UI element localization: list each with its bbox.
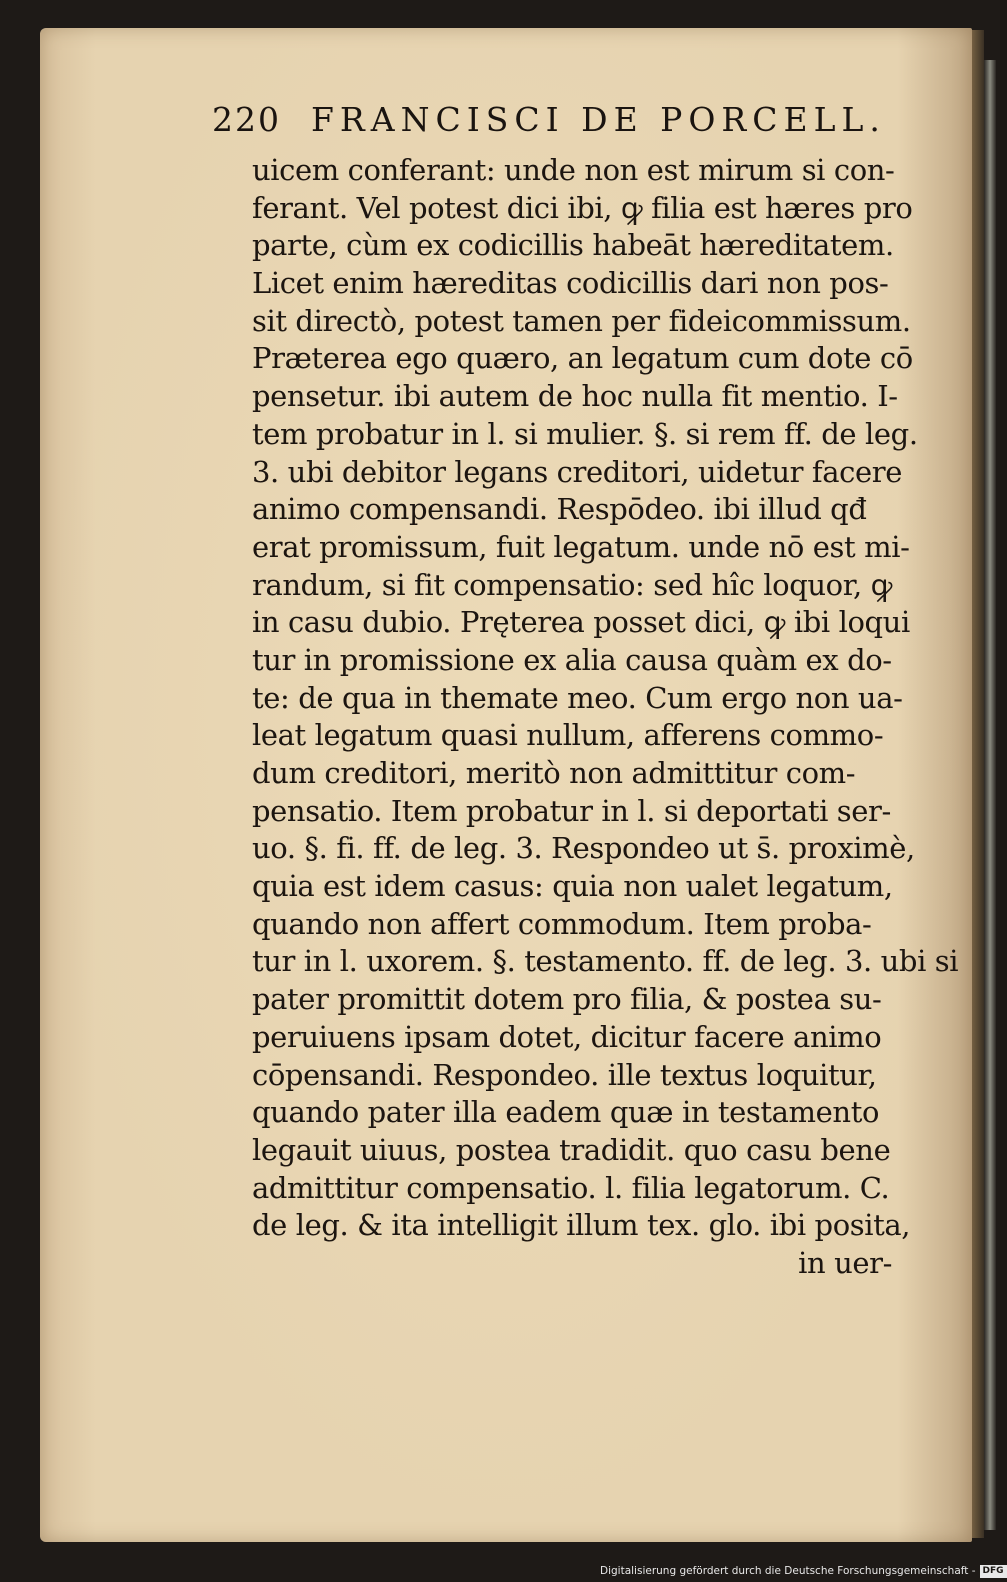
text-line: ferant. Vel potest dici ibi, ꝙ filia est hæres pro xyxy=(252,190,913,225)
text-line: admittitur compensatio. l. filia legatorum. C. xyxy=(252,1170,890,1205)
credit-text: Digitalisierung gefördert durch die Deutsche Forschungsgemeinschaft - xyxy=(600,1565,976,1577)
text-line: tem probatur in l. si mulier. §. si rem ff. de leg. xyxy=(252,416,918,451)
text-line: animo compensandi. Respōdeo. ibi illud qđ xyxy=(252,492,867,527)
text-line: erat promissum, fuit legatum. unde nō est mi- xyxy=(252,529,910,564)
text-line: peruiuens ipsam dotet, dicitur facere animo xyxy=(252,1019,882,1054)
text-line: dum creditori, meritò non admittitur com- xyxy=(252,756,856,790)
digitization-credit xyxy=(600,1562,1004,1580)
text-line: tur in promissione ex alia causa quàm ex do- xyxy=(252,642,892,677)
running-title: FRANCISCI DE PORCELL. xyxy=(311,100,886,139)
text-line: quando pater illa eadem quæ in testamento xyxy=(252,1095,880,1130)
text-line: te: de qua in themate meo. Cum ergo non ua- xyxy=(252,680,903,715)
text-line: pensetur. ibi autem de hoc nulla fit mentio. I- xyxy=(252,379,898,414)
text-line: Præterea ego quæro, an legatum cum dote cō xyxy=(252,341,913,376)
text-line: Licet enim hæreditas codicillis dari non pos- xyxy=(252,266,889,301)
text-line: leat legatum quasi nullum, afferens commo- xyxy=(252,718,884,753)
text-line: pater promittit dotem pro filia, & postea su- xyxy=(252,982,882,1017)
page-number: 220 xyxy=(212,100,281,139)
text-line: randum, si fit compensatio: sed hîc loquor, ꝙ xyxy=(252,567,892,602)
text-line: in casu dubio. Pręterea posset dici, ꝙ ibi loqui xyxy=(252,605,910,640)
running-header xyxy=(212,100,886,150)
text-line: parte, cùm ex codicillis habeāt hæreditatem. xyxy=(252,228,894,263)
text-line: uo. §. fi. ff. de leg. 3. Respondeo ut s̄. proximè, xyxy=(252,831,915,866)
body-text xyxy=(252,152,959,1283)
dfg-logo-icon: DFG xyxy=(980,1565,1007,1578)
text-line: de leg. & ita intelligit illum tex. glo. ibi posita, xyxy=(252,1208,911,1243)
text-line: quia est idem casus: quia non ualet legatum, xyxy=(252,869,893,904)
catchword: in uer- xyxy=(798,1245,892,1280)
text-line: pensatio. Item probatur in l. si deportati ser- xyxy=(252,793,891,828)
text-line: cōpensandi. Respondeo. ille textus loquitur, xyxy=(252,1057,877,1092)
book-edge-shadow xyxy=(984,60,996,1530)
text-line: uicem conferant: unde non est mirum si con- xyxy=(252,153,895,187)
text-line: tur in l. uxorem. §. testamento. ff. de leg. 3. ubi si xyxy=(252,944,959,979)
text-line: sit directò, potest tamen per fideicommissum. xyxy=(252,303,911,338)
text-line: 3. ubi debitor legans creditori, uidetur facere xyxy=(252,454,902,489)
text-line: legauit uiuus, postea tradidit. quo casu bene xyxy=(252,1132,891,1167)
text-line: quando non affert commodum. Item proba- xyxy=(252,906,872,941)
